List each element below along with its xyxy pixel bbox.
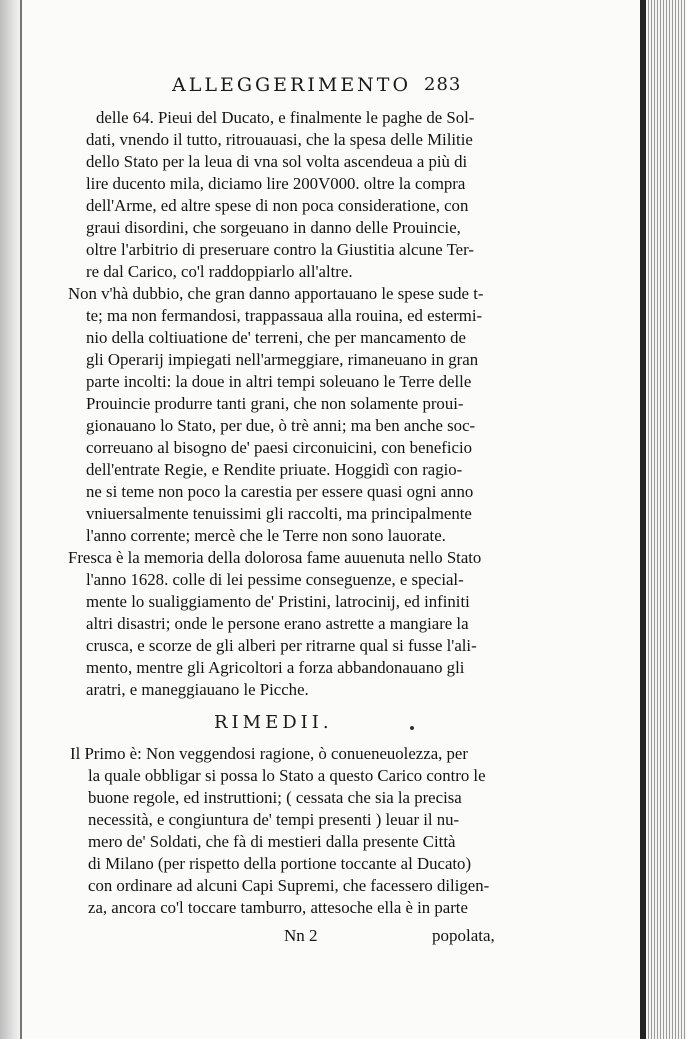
page-edges [640,0,686,1039]
text-line: correuano al bisogno de' paesi circonuicini, con beneficio [86,438,473,457]
text-line: l'anno 1628. colle di lei pessime conseguenze, e special- [86,570,464,589]
text-line: lire ducento mila, diciamo lire 200V000. oltre la compra [86,174,466,193]
running-title: ALLEGGERIMENTO [172,74,412,96]
binding-shadow [0,0,22,1039]
text-line: vniuersalmente tenuissimi gli raccolti, ma principalmente [86,504,472,523]
text-line: graui disordini, che sorgeuano in danno delle Prouincie, [86,218,461,237]
text-line: crusca, e scorze de gli alberi per ritrarne qual si fusse l'ali- [86,636,477,655]
text-line: di Milano (per rispetto della portione toccante al Ducato) [88,854,472,873]
text-line: con ordinare ad alcuni Capi Supremi, che facessero diligen- [88,876,490,895]
text-line: oltre l'arbitrio di preseruare contro la Giustitia alcune Ter- [86,240,474,259]
text-line: ne si teme non poco la carestia per essere quasi ogni anno [86,482,474,501]
text-line: delle 64. Pieui del Ducato, e finalmente le paghe de Sol- [96,108,475,127]
text-line: nio della coltiuatione de' terreni, che per mancamento de [86,328,466,347]
text-line: aratri, e maneggiauano le Picche. [86,680,309,699]
text-line: Il Primo è: Non veggendosi ragione, ò conueneuolezza, per [70,744,468,763]
text-line: altri disastri; onde le persone erano astrette a mangiare la [86,614,469,633]
text-line: necessità, e congiuntura de' tempi presenti ) leuar il nu- [88,810,460,829]
text-line: za, ancora co'l toccare tamburro, attesoche ella è in parte [88,898,468,917]
text-line: mente lo sualiggiamento de' Pristini, latrocinij, ed infiniti [86,592,470,611]
text-line: Prouincie produrre tanti grani, che non solamente proui- [86,394,464,413]
page-number: 283 [424,74,462,95]
gutter-line [20,0,22,1039]
text-line: l'anno corrente; mercè che le Terre non sono lauorate. [86,526,446,545]
ink-speck [410,726,414,730]
text-line: mero de' Soldati, che fà di mestieri dalla presente Città [88,832,456,851]
text-line: te; ma non fermandosi, trappassaua alla rouina, ed estermi- [86,306,483,325]
text-line: Fresca è la memoria della dolorosa fame auuenuta nello Stato [68,548,482,567]
text-line: mento, mentre gli Agricoltori a forza abbandonauano gli [86,658,465,677]
signature-mark: Nn 2 [284,926,318,945]
text-line: dati, vnendo il tutto, ritrouauasi, che la spesa delle Militie [86,130,473,149]
text-line: dell'entrate Regie, e Rendite priuate. Hoggidì con ragio- [86,460,463,479]
text-line: dello Stato per la leua di vna sol volta ascendeua a più di [86,152,468,171]
text-line: re dal Carico, co'l raddoppiarlo all'altre. [86,262,353,281]
text-line: dell'Arme, ed altre spese di non poca consideratione, con [86,196,469,215]
text-line: buone regole, ed instruttioni; ( cessata che sia la precisa [88,788,462,807]
text-line: la quale obbligar si possa lo Stato a questo Carico contro le [88,766,486,785]
section-heading: RIMEDII. [214,712,333,733]
text-line: parte incolti: la doue in altri tempi soleuano le Terre delle [86,372,472,391]
catchword: popolata, [432,926,495,945]
text-line: Non v'hà dubbio, che gran danno apportauano le spese sude t- [68,284,484,303]
text-line: gionauano lo Stato, per due, ò trè anni; ma ben anche soc- [86,416,476,435]
text-line: gli Operarij impiegati nell'armeggiare, rimaneuano in gran [86,350,479,369]
